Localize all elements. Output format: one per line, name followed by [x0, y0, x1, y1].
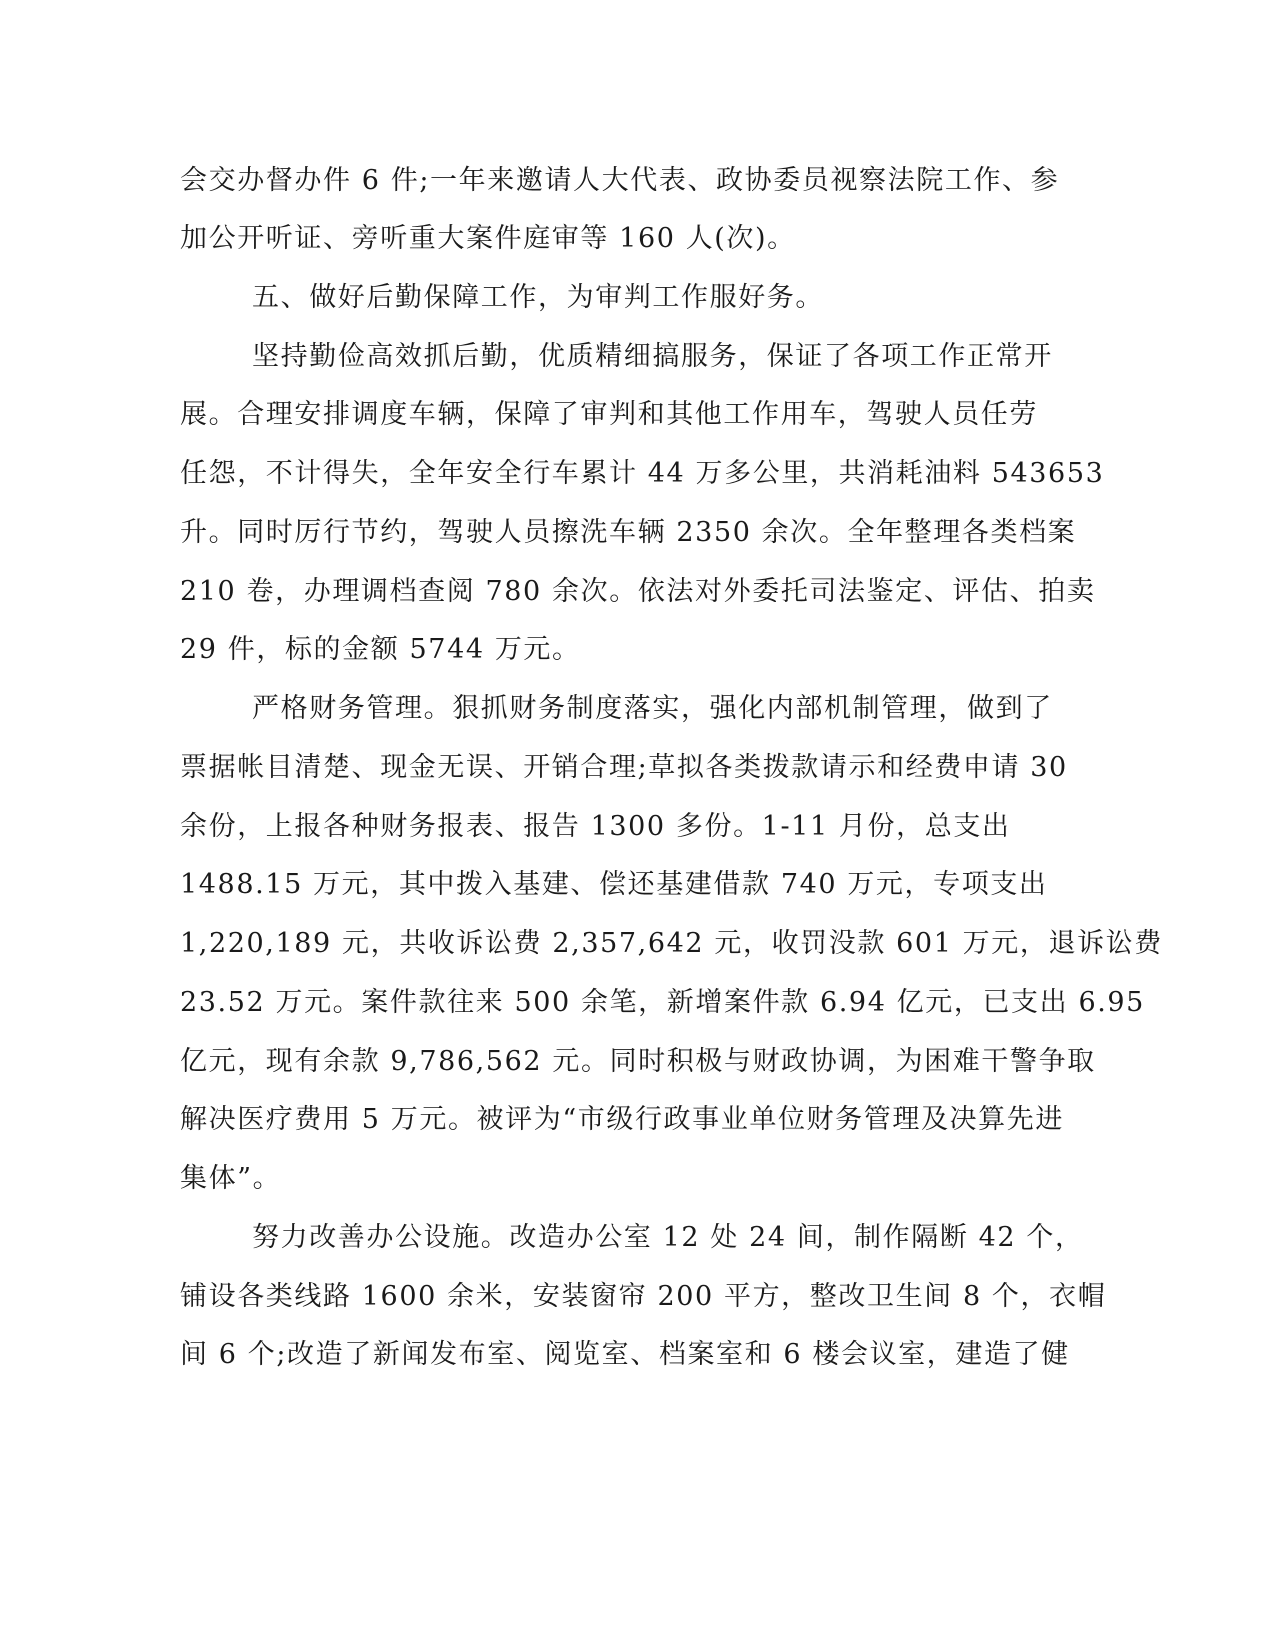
text-line: 铺设各类线路 1600 余米，安装窗帘 200 平方，整改卫生间 8 个，衣帽 [180, 1281, 1107, 1312]
text-line: 展。合理安排调度车辆，保障了审判和其他工作用车，驾驶人员任劳 [180, 399, 1038, 430]
text-line: 亿元，现有余款 9,786,562 元。同时积极与财政协调，为困难干警争取 [180, 1046, 1096, 1077]
text-line: 1488.15 万元，其中拨入基建、偿还基建借款 740 万元，专项支出 [180, 869, 1048, 900]
text-line: 集体”。 [180, 1163, 282, 1194]
text-line: 努力改善办公设施。改造办公室 12 处 24 间，制作隔断 42 个， [252, 1222, 1084, 1253]
section-heading: 五、做好后勤保障工作，为审判工作服好务。 [252, 282, 824, 313]
text-line: 1,220,189 元，共收诉讼费 2,357,642 元，收罚没款 601 万元，退诉讼费 [180, 928, 1163, 959]
text-line: 会交办督办件 6 件;一年来邀请人大代表、政协委员视察法院工作、参 [180, 165, 1060, 196]
text-line: 严格财务管理。狠抓财务制度落实，强化内部机制管理，做到了 [252, 693, 1053, 724]
text-line: 29 件，标的金额 5744 万元。 [180, 634, 581, 665]
text-line: 间 6 个;改造了新闻发布室、阅览室、档案室和 6 楼会议室，建造了健 [180, 1339, 1070, 1370]
text-line: 余份，上报各种财务报表、报告 1300 多份。1-11 月份，总支出 [180, 811, 1011, 842]
text-line: 解决医疗费用 5 万元。被评为“市级行政事业单位财务管理及决算先进 [180, 1104, 1064, 1135]
text-line: 23.52 万元。案件款往来 500 余笔，新增案件款 6.94 亿元，已支出 6.95 [180, 987, 1145, 1018]
text-line: 210 卷，办理调档查阅 780 余次。依法对外委托司法鉴定、评估、拍卖 [180, 576, 1096, 607]
text-line: 坚持勤俭高效抓后勤，优质精细搞服务，保证了各项工作正常开 [252, 341, 1053, 372]
text-line: 票据帐目清楚、现金无误、开销合理;草拟各类拨款请示和经费申请 30 [180, 752, 1068, 783]
text-line: 任怨，不计得失，全年安全行车累计 44 万多公里，共消耗油料 543653 [180, 458, 1105, 489]
text-line: 加公开听证、旁听重大案件庭审等 160 人(次)。 [180, 223, 796, 254]
text-line: 升。同时厉行节约，驾驶人员擦洗车辆 2350 余次。全年整理各类档案 [180, 517, 1077, 548]
